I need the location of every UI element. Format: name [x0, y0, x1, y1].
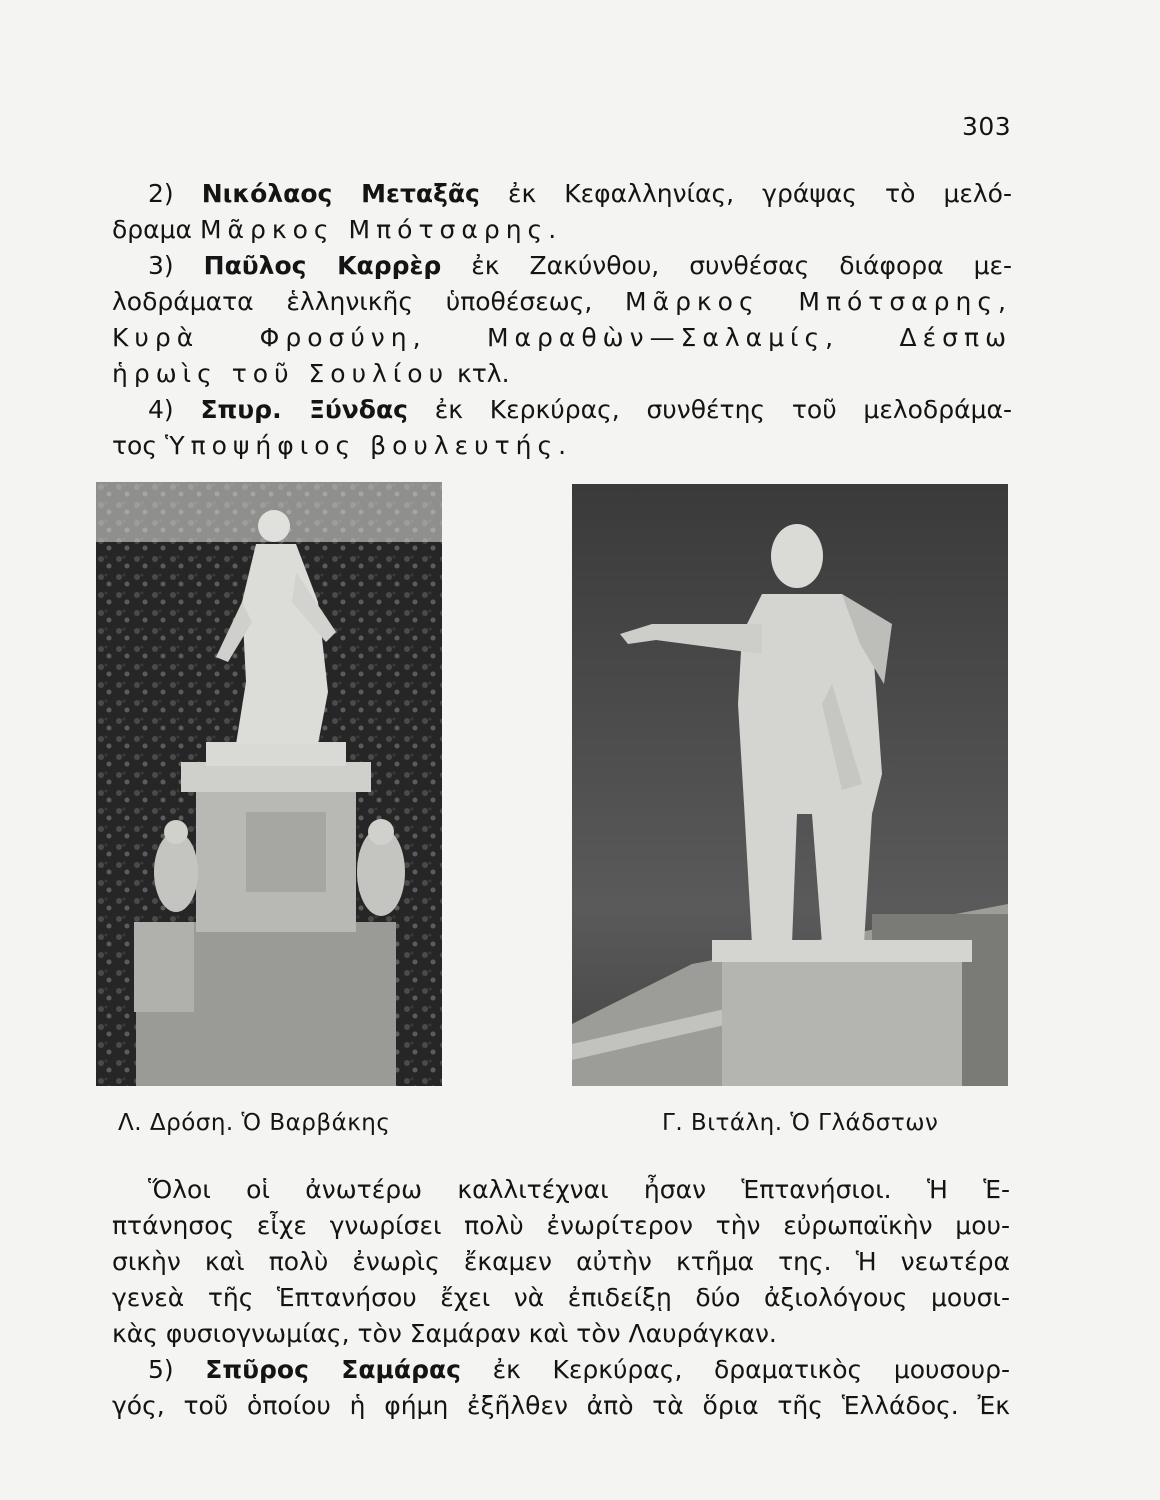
- item-3-line-4: ἡρωὶς τοῦ Σουλίου κτλ.: [112, 359, 510, 388]
- caption-left: Λ. Δρόση. Ὁ Βαρβάκης: [118, 1110, 391, 1136]
- paragraph-line-5: κὰς φυσιογνωμίας, τὸν Σαμάραν καὶ τὸν Λαυράγκαν.: [112, 1319, 777, 1348]
- paragraph-line-4: γενεὰ τῆς Ἑπτανήσου ἔχει νὰ ἐπιδείξῃ δύο ἀξιολόγους μουσι-: [112, 1283, 1010, 1312]
- item-5-line-2: γός, τοῦ ὁποίου ἡ φήμη ἐξῆλθεν ἀπὸ τὰ ὅρια τῆς Ἑλλάδος. Ἐκ: [112, 1391, 1010, 1420]
- main-paragraph: [112, 1172, 1010, 1424]
- paragraph-line-3: σικὴν καὶ πολὺ ἐνωρὶς ἔκαμεν αὐτὴν κτῆμα της. Ἡ νεωτέρα: [112, 1247, 1010, 1276]
- page-number: 303: [962, 112, 1012, 141]
- item-2-line-2: δραμα Μᾶρκος Μπότσαρης.: [112, 215, 563, 244]
- item-3-line-1: 3) Παῦλος Καρρὲρ ἐκ Ζακύνθου, συνθέσας διάφορα με-: [148, 251, 1013, 280]
- photo-varvakis-statue: [96, 482, 442, 1086]
- item-3-line-3: Κυρὰ Φροσύνη, Μαραθὼν—Σαλαμίς, Δέσπω: [112, 323, 1012, 352]
- item-4-line-1: 4) Σπυρ. Ξύνδας ἐκ Κερκύρας, συνθέτης τοῦ μελοδράμα-: [148, 395, 1012, 424]
- composers-list-top: [112, 176, 1012, 464]
- paragraph-line-1: Ὅλοι οἱ ἀνωτέρω καλλιτέχναι ἦσαν Ἑπτανήσιοι. Ἡ Ἑ-: [148, 1175, 1010, 1204]
- paragraph-line-2: πτάνησος εἶχε γνωρίσει πολὺ ἐνωρίτερον τὴν εὐρωπαϊκὴν μου-: [112, 1211, 1010, 1240]
- statue-illustration-right: [572, 484, 1008, 1086]
- item-2-line-1: 2) Νικόλαος Μεταξᾶς ἐκ Κεφαλληνίας, γράψας τὸ μελό-: [148, 179, 1012, 208]
- statue-illustration-left: [96, 482, 442, 1086]
- item-5-line-1: 5) Σπῦρος Σαμάρας ἐκ Κερκύρας, δραματικὸς μουσουρ-: [148, 1355, 1010, 1384]
- photo-gladstone-statue: [572, 484, 1008, 1086]
- item-3-line-2: λοδράματα ἑλληνικῆς ὑποθέσεως, Μᾶρκος Μπότσαρης,: [112, 287, 1012, 316]
- item-4-line-2: τος Ὑποψήφιος βουλευτής.: [112, 431, 573, 460]
- caption-right: Γ. Βιτάλη. Ὁ Γλάδστων: [662, 1110, 939, 1136]
